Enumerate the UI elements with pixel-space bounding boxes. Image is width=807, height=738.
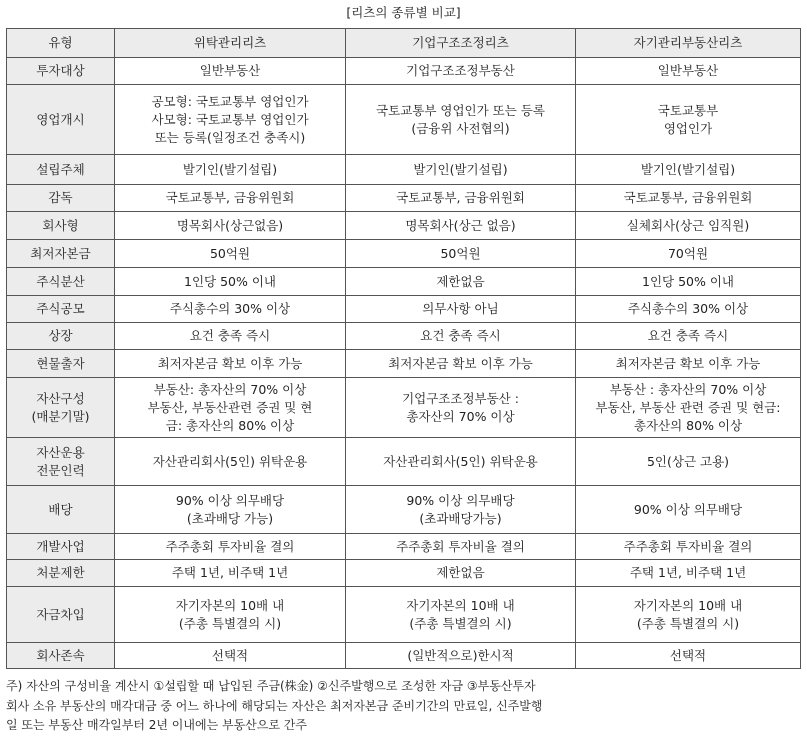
cell-line: 제한없음 — [436, 273, 485, 289]
cell-line: 국토교통부, 금융위원회 — [396, 190, 525, 205]
value-cell-c2 — [346, 85, 576, 155]
reit-comparison-table — [6, 28, 801, 669]
table-row — [7, 240, 801, 268]
table-row — [7, 486, 801, 534]
row-category-cell — [7, 185, 115, 212]
value-cell-c2 — [346, 268, 576, 296]
cell-line: (주총 특별결의 시) — [178, 615, 282, 631]
footnote-line: 주) 자산의 구성비율 계산시 ①설립할 때 납입된 주금(株金) ②신주발행으로 조성한 자금 ③부동산투자 — [6, 679, 536, 693]
row-category-cell — [7, 155, 115, 185]
footnote — [6, 677, 806, 736]
table-row — [7, 155, 801, 185]
table-row — [7, 350, 801, 378]
cell-line: 총자산의 70% 이상 — [406, 408, 515, 424]
cell-line: 선택적 — [211, 647, 249, 663]
cell-line: 주식총수의 30% 이상 — [169, 301, 291, 316]
row-category-cell — [7, 486, 115, 534]
cell-line: 개발사업 — [36, 538, 85, 554]
value-cell-c2 — [346, 58, 576, 85]
table-row — [7, 323, 801, 350]
cell-line: 자기자본의 10배 내 — [633, 597, 743, 613]
value-cell-c1 — [115, 350, 346, 378]
cell-line: 주주총회 투자비율 결의 — [396, 538, 525, 554]
value-cell-c2 — [346, 534, 576, 560]
cell-line: 부동산 : 총자산의 70% 이상 — [609, 381, 767, 397]
value-cell-c2 — [346, 378, 576, 438]
table-row — [7, 438, 801, 486]
cell-line: 회사형 — [42, 217, 79, 233]
table-row — [7, 185, 801, 212]
cell-line: 1인당 50% 이내 — [184, 273, 276, 289]
row-category-cell — [7, 240, 115, 268]
value-cell-c3 — [576, 560, 801, 587]
cell-line: 자금차입 — [36, 606, 85, 622]
cell-line: 설립주체 — [36, 161, 85, 177]
cell-line: 자산관리회사(5인) 위탁운용 — [383, 453, 538, 469]
cell-line: 총자산의 80% 이상 — [633, 417, 743, 433]
cell-line: 제한없음 — [436, 565, 485, 580]
cell-line: 최저자본금 확보 이후 가능 — [157, 355, 303, 371]
table-row — [7, 58, 801, 85]
value-cell-c1 — [115, 534, 346, 560]
value-cell-c2 — [346, 155, 576, 185]
value-cell-c2 — [346, 350, 576, 378]
cell-line: 일반부동산 — [657, 63, 719, 78]
cell-line: 공모형: 국토교통부 영업인가 — [151, 93, 309, 109]
cell-line: 50억원 — [209, 245, 251, 261]
cell-line: 국토교통부 — [657, 102, 719, 118]
cell-line: 발기인(발기설립) — [640, 161, 736, 177]
row-category-cell — [7, 438, 115, 486]
cell-line: (초과배당 가능) — [186, 510, 274, 526]
cell-line: 최저자본금 확보 이후 가능 — [615, 355, 761, 371]
value-cell-c3 — [576, 643, 801, 669]
cell-line: 부동산: 총자산의 70% 이상 — [153, 381, 307, 397]
value-cell-c1 — [115, 587, 346, 643]
cell-line: 금: 총자산의 80% 이상 — [165, 417, 295, 433]
row-category-cell — [7, 378, 115, 438]
value-cell-c1 — [115, 323, 346, 350]
value-cell-c3 — [576, 268, 801, 296]
cell-line: 90% 이상 의무배당 — [406, 492, 515, 508]
cell-line: 자산운용 — [36, 444, 85, 460]
table-row — [7, 587, 801, 643]
cell-line: 90% 이상 의무배당 — [175, 492, 285, 508]
table-row — [7, 378, 801, 438]
cell-line: 감독 — [48, 190, 73, 205]
cell-line: (매분기말) — [31, 408, 90, 424]
table-row — [7, 643, 801, 669]
value-cell-c3 — [576, 323, 801, 350]
value-cell-c3 — [576, 58, 801, 85]
row-category-cell — [7, 58, 115, 85]
cell-line: 처분제한 — [36, 565, 85, 580]
cell-line: 주택 1년, 비주택 1년 — [171, 565, 289, 580]
value-cell-c3 — [576, 240, 801, 268]
value-cell-c3 — [576, 296, 801, 323]
value-cell-c1 — [115, 438, 346, 486]
value-cell-c1 — [115, 268, 346, 296]
value-cell-c2 — [346, 560, 576, 587]
value-cell-c2 — [346, 643, 576, 669]
value-cell-c2 — [346, 185, 576, 212]
cell-line: 자기자본의 10배 내 — [175, 597, 285, 613]
value-cell-c1 — [115, 240, 346, 268]
value-cell-c1 — [115, 486, 346, 534]
cell-line: 기업구조조정부동산 : — [402, 390, 519, 406]
header-cr-reit: 기업구조조정리츠 — [346, 29, 576, 58]
header-self-managed-reit: 자기관리부동산리츠 — [576, 29, 801, 58]
value-cell-c3 — [576, 185, 801, 212]
cell-line: 영업개시 — [36, 111, 85, 127]
footnote-line: 일 또는 부동산 매각일부터 2년 이내에는 부동산으로 간주 — [6, 718, 307, 732]
row-category-cell — [7, 212, 115, 240]
value-cell-c2 — [346, 438, 576, 486]
cell-line: 또는 등록(일정조건 충족시) — [154, 129, 306, 145]
cell-line: 발기인(발기설립) — [413, 161, 508, 177]
cell-line: (주총 특별결의 시) — [636, 615, 740, 631]
cell-line: (금융위 사전협의) — [411, 120, 510, 136]
table-title: [리츠의 종류별 비교] — [346, 5, 461, 20]
value-cell-c1 — [115, 185, 346, 212]
cell-line: (초과배당가능) — [419, 510, 502, 526]
cell-line: 일반부동산 — [199, 63, 261, 78]
cell-line: 최저자본금 — [30, 245, 91, 261]
value-cell-c3 — [576, 350, 801, 378]
table-row — [7, 85, 801, 155]
value-cell-c2 — [346, 587, 576, 643]
cell-line: 자기자본의 10배 내 — [406, 597, 515, 613]
cell-line: 의무사항 아님 — [422, 301, 499, 316]
row-category-cell — [7, 296, 115, 323]
value-cell-c3 — [576, 378, 801, 438]
cell-line: 요건 충족 즉시 — [420, 328, 501, 343]
value-cell-c1 — [115, 155, 346, 185]
cell-line: 사모형: 국토교통부 영업인가 — [151, 111, 309, 127]
cell-line: 국토교통부, 금융위원회 — [165, 190, 295, 205]
cell-line: 영업인가 — [663, 120, 713, 136]
row-category-cell — [7, 85, 115, 155]
value-cell-c1 — [115, 58, 346, 85]
value-cell-c3 — [576, 212, 801, 240]
cell-line: 국토교통부 영업인가 또는 등록 — [376, 102, 545, 118]
cell-line: 70억원 — [667, 245, 709, 261]
cell-line: 5인(상근 고용) — [646, 453, 730, 469]
cell-line: (일반적으로)한시적 — [407, 647, 514, 663]
header-entrusted-reit: 위탁관리리츠 — [115, 29, 346, 58]
value-cell-c3 — [576, 438, 801, 486]
cell-line: 명목회사(상근없음) — [176, 217, 284, 233]
row-category-cell — [7, 560, 115, 587]
value-cell-c1 — [115, 560, 346, 587]
cell-line: 현물출자 — [36, 355, 85, 371]
value-cell-c3 — [576, 486, 801, 534]
row-category-cell — [7, 323, 115, 350]
value-cell-c1 — [115, 643, 346, 669]
cell-line: 선택적 — [669, 647, 707, 663]
value-cell-c2 — [346, 296, 576, 323]
cell-line: 주주총회 투자비율 결의 — [623, 538, 753, 554]
table-row — [7, 560, 801, 587]
cell-line: 최저자본금 확보 이후 가능 — [388, 355, 533, 371]
cell-line: (주총 특별결의 시) — [409, 615, 512, 631]
cell-line: 부동산, 부동산 관련 증권 및 현금: — [595, 399, 781, 415]
cell-line: 50억원 — [440, 245, 481, 261]
value-cell-c1 — [115, 378, 346, 438]
cell-line: 발기인(발기설립) — [182, 161, 278, 177]
row-category-cell — [7, 350, 115, 378]
value-cell-c2 — [346, 323, 576, 350]
cell-line: 주식공모 — [36, 301, 85, 316]
cell-line: 명목회사(상근 없음) — [405, 217, 516, 233]
cell-line: 전문인력 — [36, 462, 85, 478]
cell-line: 요건 충족 즉시 — [647, 328, 729, 343]
cell-line: 상장 — [48, 328, 73, 343]
cell-line: 주식분산 — [36, 273, 85, 289]
cell-line: 회사존속 — [36, 647, 85, 663]
value-cell-c3 — [576, 85, 801, 155]
cell-line: 국토교통부, 금융위원회 — [623, 190, 753, 205]
cell-line: 실체회사(상근 임직원) — [626, 217, 750, 233]
cell-line: 자산관리회사(5인) 위탁운용 — [152, 453, 308, 469]
header-type: 유형 — [7, 29, 115, 58]
cell-line: 자산구성 — [36, 390, 85, 406]
cell-line: 주택 1년, 비주택 1년 — [629, 565, 747, 580]
footnote-line: 회사 소유 부동산의 매각대금 중 어느 하나에 해당되는 자산은 최저자본금 준비기간의 만료일, 신주발행 — [6, 698, 543, 713]
value-cell-c2 — [346, 486, 576, 534]
row-category-cell — [7, 534, 115, 560]
value-cell-c2 — [346, 212, 576, 240]
cell-line: 투자대상 — [36, 63, 85, 78]
cell-line: 부동산, 부동산관련 증권 및 현 — [147, 399, 313, 415]
value-cell-c3 — [576, 155, 801, 185]
cell-line: 기업구조조정부동산 — [406, 63, 515, 78]
header-row — [7, 29, 801, 58]
cell-line: 배당 — [48, 501, 73, 517]
cell-line: 주식총수의 30% 이상 — [627, 301, 749, 316]
table-row — [7, 212, 801, 240]
table-row — [7, 534, 801, 560]
value-cell-c3 — [576, 587, 801, 643]
value-cell-c1 — [115, 212, 346, 240]
value-cell-c2 — [346, 240, 576, 268]
row-category-cell — [7, 587, 115, 643]
row-category-cell — [7, 268, 115, 296]
cell-line: 주주총회 투자비율 결의 — [165, 538, 295, 554]
value-cell-c1 — [115, 296, 346, 323]
cell-line: 90% 이상 의무배당 — [633, 501, 743, 517]
table-row — [7, 268, 801, 296]
row-category-cell — [7, 643, 115, 669]
cell-line: 1인당 50% 이내 — [642, 273, 734, 289]
value-cell-c1 — [115, 85, 346, 155]
cell-line: 요건 충족 즉시 — [189, 328, 271, 343]
table-row — [7, 296, 801, 323]
value-cell-c3 — [576, 534, 801, 560]
